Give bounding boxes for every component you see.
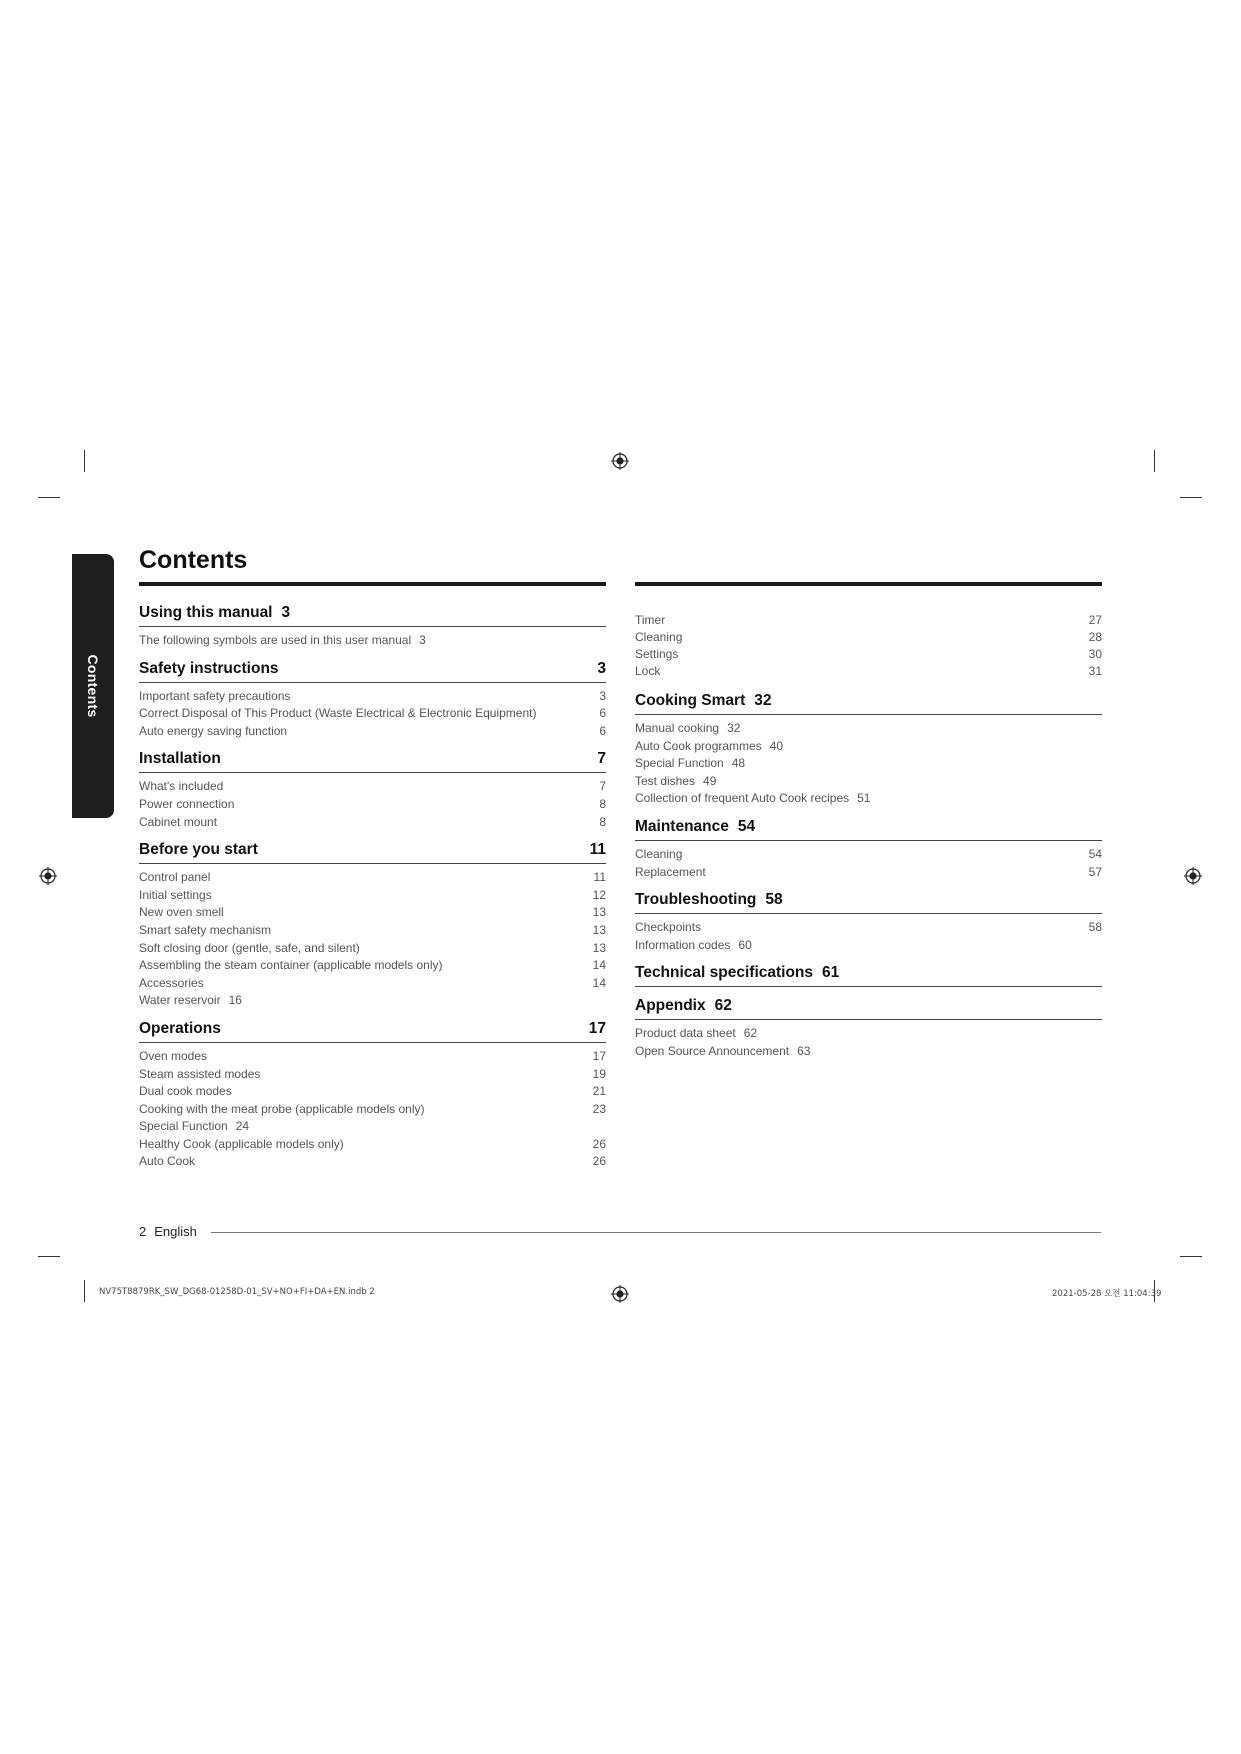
toc-item-left	[139, 1118, 249, 1136]
footer-rule	[211, 1232, 1101, 1233]
toc-item-page: 28	[1088, 630, 1102, 644]
section-title: Technical specifications	[635, 964, 814, 982]
toc-item-left	[139, 957, 443, 975]
toc-item-left	[139, 723, 287, 741]
toc-item-page: 8	[599, 814, 606, 829]
section-title: Maintenance	[635, 817, 729, 835]
toc-item	[139, 922, 606, 940]
toc-item-label: Auto energy saving function	[139, 723, 288, 738]
section-title: Using this manual	[139, 604, 273, 621]
crop-mark-right-lower	[1180, 1256, 1202, 1257]
side-tab	[72, 554, 114, 818]
toc-section	[139, 841, 606, 1010]
section-heading	[139, 841, 606, 864]
toc-item-label: Information codes	[635, 937, 731, 952]
toc-item-page: 11	[593, 870, 606, 885]
toc-item	[635, 1043, 1102, 1061]
toc-item	[139, 1101, 606, 1119]
section-page: 54	[737, 817, 756, 835]
section-page: 3	[281, 604, 291, 621]
toc-item-left	[635, 773, 716, 791]
crop-mark-right-upper	[1180, 497, 1202, 498]
toc-item-page: 51	[857, 791, 871, 806]
toc-item-left	[139, 796, 234, 814]
toc-item	[635, 846, 1102, 864]
toc-item-label: Settings	[635, 647, 679, 661]
toc-item	[635, 864, 1102, 882]
toc-item-label: Steam assisted modes	[139, 1066, 261, 1081]
toc-left-column	[139, 604, 606, 1181]
toc-section	[635, 997, 1102, 1060]
toc-item-label: Checkpoints	[635, 920, 702, 935]
footer-page-number	[139, 1224, 205, 1239]
toc-item-page: 48	[731, 756, 746, 771]
toc-item-left	[139, 975, 204, 993]
toc-item-label: Oven modes	[139, 1048, 208, 1063]
toc-continued-list	[635, 612, 1102, 680]
section-page: 61	[822, 964, 840, 982]
toc-item-page: 17	[592, 1048, 606, 1063]
section-page: 7	[597, 750, 606, 768]
toc-item	[139, 940, 606, 958]
section-title: Troubleshooting	[635, 891, 757, 909]
toc-item-left	[635, 1025, 757, 1043]
section-page: 3	[597, 659, 606, 677]
toc-item-page: 21	[592, 1084, 606, 1099]
toc-item-page: 62	[743, 1026, 758, 1041]
toc-section	[635, 891, 1102, 954]
title-rule-right	[635, 582, 1102, 586]
section-heading-left	[635, 692, 771, 710]
section-heading	[635, 692, 1102, 715]
toc-item-label: Special Function	[635, 756, 724, 771]
toc-item-page: 26	[592, 1136, 606, 1151]
toc-item	[139, 632, 606, 650]
section-page: 58	[765, 891, 783, 909]
section-heading-left	[139, 750, 221, 768]
toc-item-label: Cabinet mount	[139, 814, 218, 829]
section-title: Appendix	[635, 997, 706, 1015]
toc-item	[139, 1153, 606, 1171]
toc-item-page: 60	[738, 937, 752, 952]
toc-item-left	[139, 904, 224, 922]
toc-item	[139, 688, 606, 706]
toc-item-page: 23	[592, 1101, 606, 1116]
toc-item	[139, 1118, 606, 1136]
toc-item-page: 7	[599, 779, 606, 794]
section-title: Operations	[139, 1019, 221, 1037]
toc-section	[635, 818, 1102, 881]
toc-item	[635, 629, 1102, 646]
section-heading-left	[139, 604, 290, 622]
toc-item-label: Important safety precautions	[139, 688, 291, 703]
toc-item-label: Dual cook modes	[139, 1084, 232, 1099]
toc-section	[635, 964, 1102, 987]
toc-item	[635, 646, 1102, 663]
toc-item-page: 57	[1088, 864, 1102, 879]
toc-item-page: 24	[235, 1119, 250, 1134]
toc-item	[139, 723, 606, 741]
toc-item-left	[139, 869, 210, 887]
toc-item-label: Control panel	[139, 870, 211, 885]
toc-item	[139, 904, 606, 922]
section-title: Cooking Smart	[635, 692, 746, 709]
crop-mark-top-left	[84, 450, 85, 472]
toc-item	[139, 887, 606, 905]
toc-item-left	[139, 814, 217, 832]
toc-item-label: Auto Cook	[139, 1154, 196, 1169]
page-title: Contents	[139, 546, 248, 574]
toc-item-page: 32	[727, 721, 741, 735]
toc-item-label: Open Source Announcement	[635, 1043, 790, 1058]
toc-item-label: The following symbols are used in this user manual	[139, 633, 412, 647]
toc-item-left	[635, 919, 701, 937]
crop-mark-left-upper	[38, 497, 60, 498]
toc-item-label: What's included	[139, 779, 224, 794]
toc-item-page: 3	[419, 633, 426, 647]
toc-item-left	[139, 992, 242, 1010]
toc-item-label: Smart safety mechanism	[139, 922, 272, 937]
toc-item	[139, 705, 606, 723]
crop-mark-bottom-left	[84, 1280, 85, 1302]
toc-item-left	[635, 846, 682, 864]
section-heading	[635, 997, 1102, 1020]
registration-mark-icon	[1184, 867, 1202, 885]
toc-section	[139, 660, 606, 741]
section-heading-left	[635, 964, 839, 982]
toc-item-page: 14	[592, 975, 606, 990]
toc-item-left	[635, 937, 752, 955]
toc-item	[139, 869, 606, 887]
toc-item	[635, 1025, 1102, 1043]
toc-item-left	[139, 1101, 425, 1119]
registration-mark-icon	[39, 867, 57, 885]
toc-item	[139, 1048, 606, 1066]
toc-item-left	[139, 778, 223, 796]
section-page: 17	[588, 1019, 606, 1037]
page-language: English	[154, 1224, 197, 1239]
toc-item-label: Lock	[635, 664, 661, 678]
toc-item-page: 13	[592, 922, 606, 937]
toc-item-left	[139, 688, 290, 706]
toc-item-page: 3	[599, 688, 606, 703]
toc-right-column	[635, 612, 1102, 1071]
toc-item-label: Accessories	[139, 975, 204, 990]
toc-item	[139, 992, 606, 1010]
toc-item-page: 13	[592, 905, 606, 920]
toc-item-page: 14	[592, 958, 606, 973]
toc-item-label: Cleaning	[635, 846, 683, 861]
toc-item-page: 58	[1088, 920, 1102, 935]
section-heading-left	[635, 891, 783, 909]
toc-item-page: 54	[1088, 846, 1102, 861]
toc-item-label: Replacement	[635, 864, 706, 879]
toc-item-label: Auto Cook programmes	[635, 738, 762, 753]
toc-section	[139, 1020, 606, 1171]
section-page: 32	[754, 692, 772, 709]
toc-item-label: Collection of frequent Auto Cook recipes	[635, 791, 850, 806]
toc-item-left	[139, 632, 426, 650]
section-heading-left	[139, 1020, 221, 1038]
toc-item-page: 31	[1088, 664, 1102, 678]
registration-mark-icon	[611, 452, 629, 470]
toc-section	[139, 604, 606, 650]
toc-item-left	[635, 864, 706, 882]
section-title: Installation	[139, 750, 221, 768]
toc-item	[139, 1066, 606, 1084]
toc-item-left	[139, 887, 212, 905]
section-heading	[635, 964, 1102, 987]
toc-item-label: Correct Disposal of This Product (Waste Electrical & Electronic Equipment)	[139, 706, 537, 721]
toc-section	[139, 750, 606, 831]
crop-mark-left-lower	[38, 1256, 60, 1257]
toc-item-page: 63	[797, 1043, 811, 1058]
section-heading	[139, 1020, 606, 1043]
toc-item-left	[139, 705, 536, 723]
toc-item	[139, 796, 606, 814]
toc-item-label: Test dishes	[635, 773, 696, 788]
toc-item	[139, 957, 606, 975]
toc-item-left	[139, 940, 360, 958]
registration-mark-icon	[611, 1285, 629, 1303]
toc-item-label: New oven smell	[139, 905, 224, 920]
toc-item-left	[139, 1136, 344, 1154]
section-title: Safety instructions	[139, 659, 279, 677]
toc-item	[635, 937, 1102, 955]
toc-item-label: Special Function	[139, 1119, 228, 1134]
section-heading-left	[139, 841, 258, 859]
title-rule-left	[139, 582, 606, 586]
toc-item-left	[139, 1066, 260, 1084]
toc-item-left	[139, 1083, 232, 1101]
toc-item-label: Product data sheet	[635, 1026, 736, 1041]
toc-item	[635, 919, 1102, 937]
toc-item-left	[635, 720, 740, 738]
toc-item	[139, 778, 606, 796]
section-page: 11	[589, 841, 606, 859]
toc-item-label: Water reservoir	[139, 993, 221, 1008]
section-heading	[139, 660, 606, 683]
toc-item-page: 19	[592, 1066, 606, 1081]
toc-section	[635, 692, 1102, 808]
toc-item-left	[635, 738, 783, 756]
toc-item	[139, 814, 606, 832]
toc-item	[635, 755, 1102, 773]
toc-item	[139, 1083, 606, 1101]
toc-item-page: 6	[599, 706, 606, 721]
toc-item-label: Manual cooking	[635, 721, 720, 735]
toc-item	[635, 738, 1102, 756]
toc-item	[635, 720, 1102, 738]
section-title: Before you start	[139, 841, 258, 859]
section-heading-left	[635, 997, 732, 1015]
toc-item	[139, 1136, 606, 1154]
toc-item-left	[635, 1043, 810, 1061]
toc-item	[635, 790, 1102, 808]
print-slug-timestamp: 2021-05-28 오전 11:04:39	[1052, 1289, 1162, 1299]
section-heading-left	[635, 818, 755, 836]
toc-item-label: Soft closing door (gentle, safe, and silent)	[139, 940, 360, 955]
page-number: 2	[139, 1224, 147, 1239]
toc-item-page: 27	[1088, 613, 1102, 627]
toc-item	[635, 663, 1102, 680]
toc-item-page: 16	[228, 993, 242, 1008]
toc-item-label: Assembling the steam container (applicable models only)	[139, 958, 443, 973]
section-heading	[139, 750, 606, 773]
toc-item-label: Healthy Cook (applicable models only)	[139, 1136, 344, 1151]
toc-item	[139, 975, 606, 993]
toc-item-left	[139, 1048, 207, 1066]
toc-item-left	[635, 755, 745, 773]
toc-item-page: 6	[599, 723, 606, 738]
side-tab-label: Contents	[85, 654, 101, 718]
section-heading	[635, 891, 1102, 914]
toc-item-label: Cooking with the meat probe (applicable models only)	[139, 1101, 425, 1116]
section-page: 62	[714, 997, 732, 1015]
print-slug-file: NV75T8879RK_SW_DG68-01258D-01_SV+NO+FI+DA+EN.indb 2	[99, 1287, 375, 1297]
toc-item-label: Timer	[635, 613, 666, 627]
toc-item-label: Initial settings	[139, 887, 212, 902]
toc-item-left	[635, 790, 870, 808]
toc-item	[635, 612, 1102, 629]
toc-item-left	[139, 922, 271, 940]
section-heading	[139, 604, 606, 627]
toc-item-page: 49	[703, 773, 717, 788]
toc-item-page: 40	[769, 738, 784, 753]
toc-item-page: 12	[592, 887, 606, 902]
toc-item-label: Power connection	[139, 796, 235, 811]
toc-item-page: 8	[599, 796, 606, 811]
toc-item-label: Cleaning	[635, 630, 683, 644]
section-heading-left	[139, 660, 279, 678]
toc-item-left	[139, 1153, 195, 1171]
crop-mark-top-right	[1154, 450, 1155, 472]
toc-item	[635, 773, 1102, 791]
toc-item-page: 30	[1088, 647, 1102, 661]
toc-item-page: 13	[592, 940, 606, 955]
section-heading	[635, 818, 1102, 841]
toc-item-page: 26	[592, 1154, 606, 1169]
